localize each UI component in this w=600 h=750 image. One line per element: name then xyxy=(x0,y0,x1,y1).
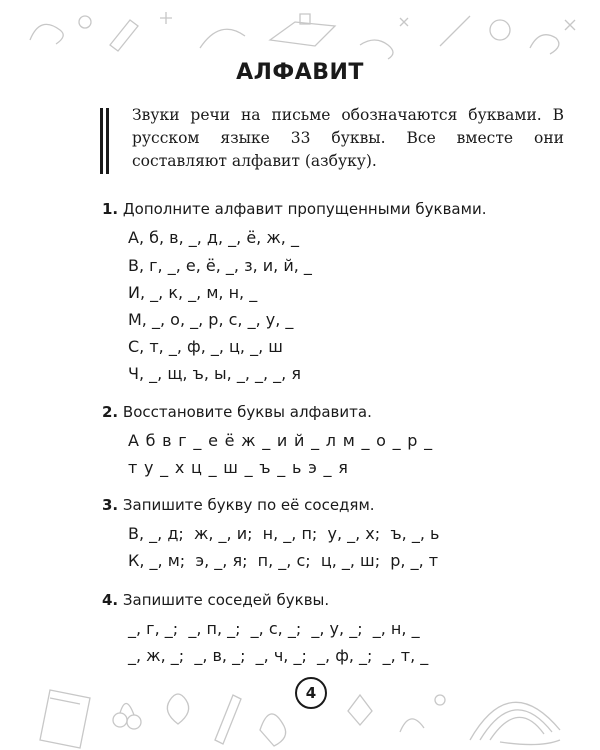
task-2-heading xyxy=(102,403,372,421)
task-3-line: В, _, д; ж, _, и; н, _, п; у, _, х; ъ, _, ь xyxy=(128,524,440,543)
page-number-badge: 4 xyxy=(295,677,327,709)
rule-bar xyxy=(100,108,103,174)
task-1-line: Ч, _, щ, ъ, ы, _, _, _, я xyxy=(128,364,301,383)
task-3-number: 3. xyxy=(102,496,119,514)
task-3-line: К, _, м; э, _, я; п, _, с; ц, _, ш; р, _, т xyxy=(128,551,439,570)
task-1-heading xyxy=(102,200,486,218)
task-1-text: Дополните алфавит пропущенными буквами. xyxy=(122,200,487,218)
task-1-line: С, т, _, ф, _, ц, _, ш xyxy=(128,337,283,356)
task-3-text: Запишите букву по её соседям. xyxy=(122,496,375,514)
task-4-line: _, ж, _; _, в, _; _, ч, _; _, ф, _; _, т, _ xyxy=(128,646,429,665)
task-1-line: М, _, о, _, р, с, _, у, _ xyxy=(128,310,294,329)
task-4-text: Запишите соседей буквы. xyxy=(122,591,330,609)
task-4-heading xyxy=(102,591,329,609)
task-1-number: 1. xyxy=(102,200,119,218)
task-2-line: А б в г _ е ё ж _ и й _ л м _ о _ р _ xyxy=(128,431,433,450)
rule-text: Звуки речи на письме обозначаются буквами. В русском языке 33 буквы. Все вместе они составляют алфавит (азбуку). xyxy=(132,106,564,170)
task-2-line: т у _ х ц _ ш _ ъ _ ь э _ я xyxy=(128,458,349,477)
task-1-line: А, б, в, _, д, _, ё, ж, _ xyxy=(128,228,299,247)
task-1-line: И, _, к, _, м, н, _ xyxy=(128,283,258,302)
task-2-text: Восстановите буквы алфавита. xyxy=(122,403,372,421)
task-3-heading xyxy=(102,496,375,514)
task-2-number: 2. xyxy=(102,403,119,421)
page-title: АЛФАВИТ xyxy=(236,60,364,85)
rule-bar-thin xyxy=(106,108,109,174)
task-4-number: 4. xyxy=(102,591,119,609)
rule-block xyxy=(100,104,564,182)
task-1-line: В, г, _, е, ё, _, з, и, й, _ xyxy=(128,256,312,275)
task-4-line: _, г, _; _, п, _; _, с, _; _, у, _; _, н, _ xyxy=(128,619,420,638)
school-doodles-top xyxy=(0,0,600,62)
